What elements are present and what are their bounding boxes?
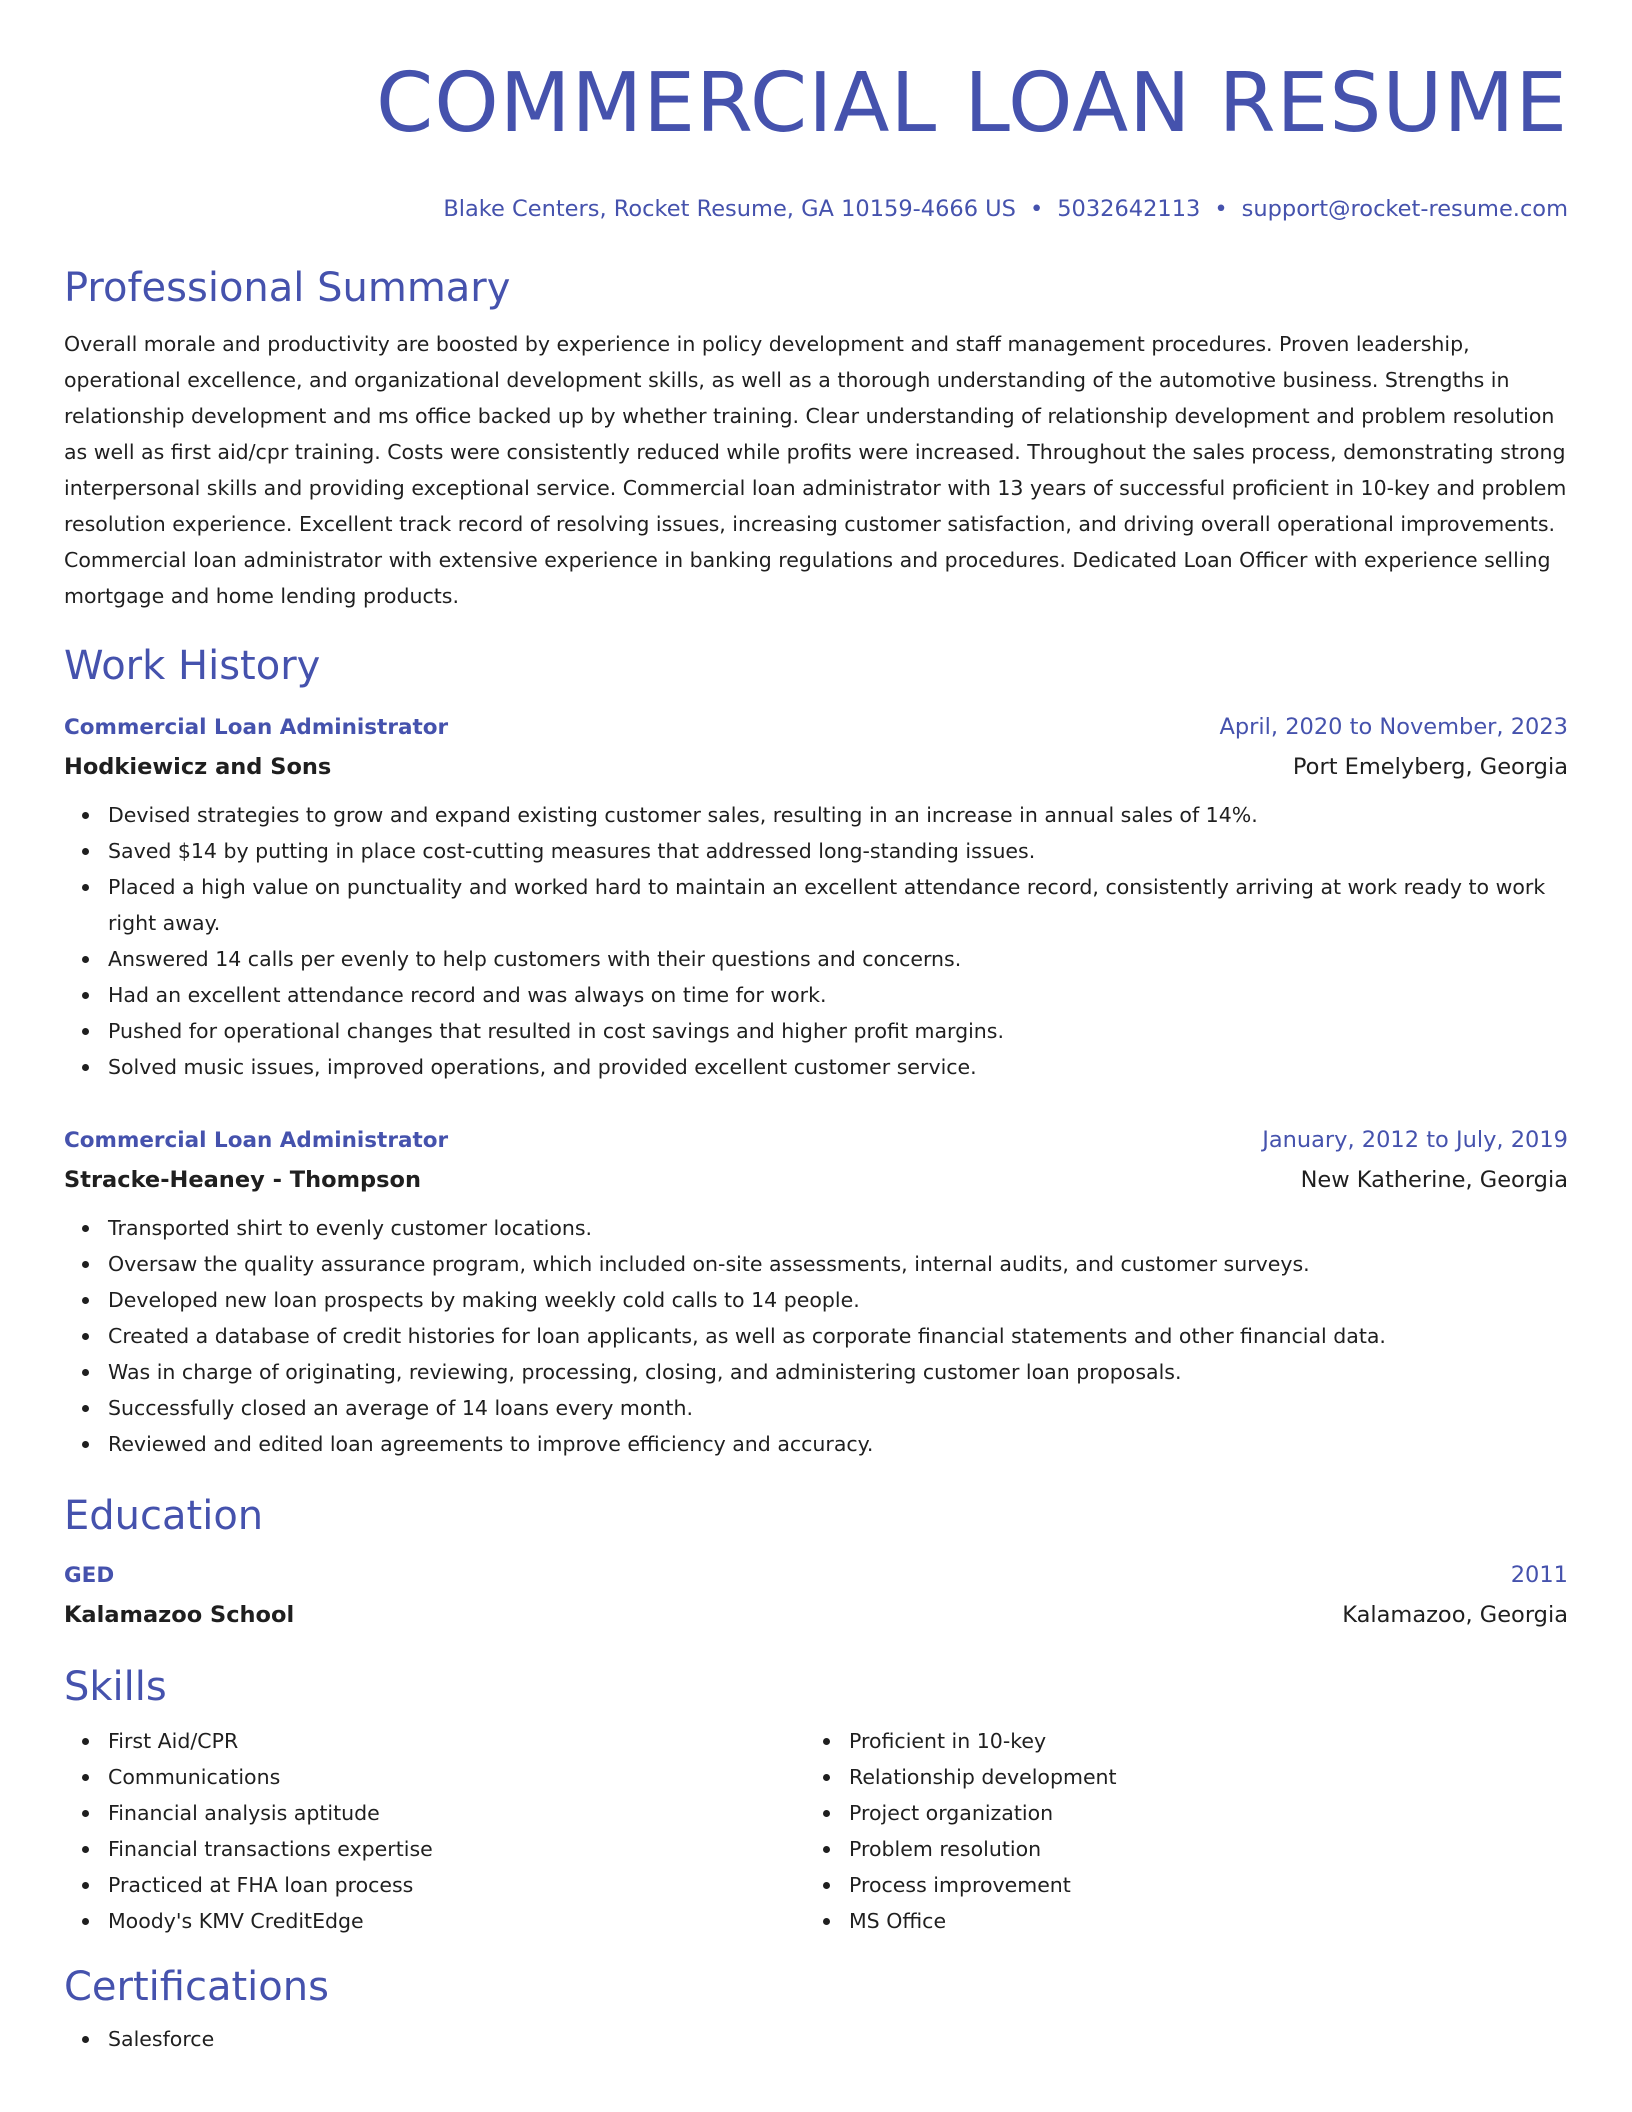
skill-item: MS Office — [849, 1903, 1546, 1939]
education-degree: GED — [64, 1563, 115, 1588]
education-location: Kalamazoo, Georgia — [1342, 1602, 1568, 1628]
skills-column-right — [805, 1723, 1546, 1939]
job-title: Commercial Loan Administrator — [64, 715, 449, 740]
summary-text: Overall morale and productivity are boosted by experience in policy development and staff management procedures. Proven leadership, operational excellence, and organizational development skills, as well as a thorough understanding of the automotive business. Strengths in relationship development and ms office backed up by whether training. Clear understanding of relationship development and problem resolution as well as first aid/cpr training. Costs were consistently reduced while profits were increased. Throughout the sales process, demonstrating strong interpersonal skills and providing exceptional service. Commercial loan administrator with 13 years of successful proficient in 10-key and problem resolution experience. Excellent track record of resolving issues, increasing customer satisfaction, and driving overall operational improvements. Commercial loan administrator with extensive experience in banking regulations and procedures. Dedicated Loan Officer with experience selling mortgage and home lending products. — [64, 332, 1567, 608]
job-company: Hodkiewicz and Sons — [64, 754, 332, 780]
list-item: Created a database of credit histories for loan applicants, as well as corporate financial statements and other financial data. — [108, 1318, 1568, 1354]
list-item: Devised strategies to grow and expand existing customer sales, resulting in an increase in annual sales of 14%. — [108, 797, 1568, 833]
list-item: Reviewed and edited loan agreements to improve efficiency and accuracy. — [108, 1426, 1568, 1462]
skills-grid — [64, 1723, 1568, 1939]
list-item: Oversaw the quality assurance program, which included on-site assessments, internal audits, and customer surveys. — [108, 1246, 1568, 1282]
contact-separator: • — [1029, 196, 1044, 222]
skill-item: Financial analysis aptitude — [108, 1795, 805, 1831]
list-item: Transported shirt to evenly customer locations. — [108, 1210, 1568, 1246]
certifications-list — [64, 2021, 1568, 2057]
summary-heading: Professional Summary — [64, 265, 511, 311]
list-item: Had an excellent attendance record and was always on time for work. — [108, 977, 1568, 1013]
contact-line — [64, 194, 1568, 224]
skills-list — [64, 1723, 805, 1939]
skill-item: Communications — [108, 1759, 805, 1795]
education-school: Kalamazoo School — [64, 1602, 295, 1628]
job-company: Stracke-Heaney - Thompson — [64, 1167, 422, 1193]
work-history-heading: Work History — [64, 643, 321, 689]
list-item: Pushed for operational changes that resulted in cost savings and higher profit margins. — [108, 1013, 1568, 1049]
contact-email[interactable]: support@rocket-resume.com — [1241, 196, 1568, 222]
job-location: New Katherine, Georgia — [1300, 1167, 1568, 1193]
skills-list — [805, 1723, 1546, 1939]
skill-item: First Aid/CPR — [108, 1723, 805, 1759]
contact-address: Blake Centers, Rocket Resume, GA 10159-4666 US — [443, 196, 1016, 222]
contact-separator: • — [1214, 196, 1228, 222]
list-item: Was in charge of originating, reviewing, processing, closing, and administering customer loan proposals. — [108, 1354, 1568, 1390]
list-item: Solved music issues, improved operations, and provided excellent customer service. — [108, 1049, 1568, 1085]
skill-item: Relationship development — [849, 1759, 1546, 1795]
job-entry — [64, 708, 1568, 1085]
skill-item: Practiced at FHA loan process — [108, 1867, 805, 1903]
list-item: Answered 14 calls per evenly to help customers with their questions and concerns. — [108, 941, 1568, 977]
skills-heading: Skills — [64, 1664, 167, 1710]
education-heading: Education — [64, 1493, 264, 1539]
list-item: Successfully closed an average of 14 loans every month. — [108, 1390, 1568, 1426]
skill-item: Process improvement — [849, 1867, 1546, 1903]
skill-item: Financial transactions expertise — [108, 1831, 805, 1867]
certifications-heading: Certifications — [64, 1964, 329, 2010]
list-item: Developed new loan prospects by making weekly cold calls to 14 people. — [108, 1282, 1568, 1318]
certification-item: Salesforce — [108, 2021, 1568, 2057]
skill-item: Proficient in 10-key — [849, 1723, 1546, 1759]
list-item: Placed a high value on punctuality and worked hard to maintain an excellent attendance record, consistently arriving at work ready to work right away. — [108, 869, 1568, 941]
skill-item: Problem resolution — [849, 1831, 1546, 1867]
job-bullets — [64, 1210, 1568, 1462]
job-dates: April, 2020 to November, 2023 — [1219, 714, 1568, 740]
job-dates: January, 2012 to July, 2019 — [1262, 1127, 1568, 1153]
job-entry — [64, 1121, 1568, 1462]
job-bullets — [64, 797, 1568, 1085]
certifications-section — [64, 2021, 1568, 2057]
skills-column-left — [64, 1723, 805, 1939]
education-year: 2011 — [1510, 1562, 1568, 1588]
education-entry — [64, 1556, 1568, 1635]
resume-title: COMMERCIAL LOAN RESUME — [375, 56, 1568, 151]
job-location: Port Emelyberg, Georgia — [1292, 754, 1568, 780]
contact-phone: 5032642113 — [1057, 196, 1201, 222]
list-item: Saved $14 by putting in place cost-cutting measures that addressed long-standing issues. — [108, 833, 1568, 869]
skill-item: Project organization — [849, 1795, 1546, 1831]
job-title: Commercial Loan Administrator — [64, 1128, 449, 1153]
skill-item: Moody's KMV CreditEdge — [108, 1903, 805, 1939]
resume-header — [64, 56, 1568, 224]
